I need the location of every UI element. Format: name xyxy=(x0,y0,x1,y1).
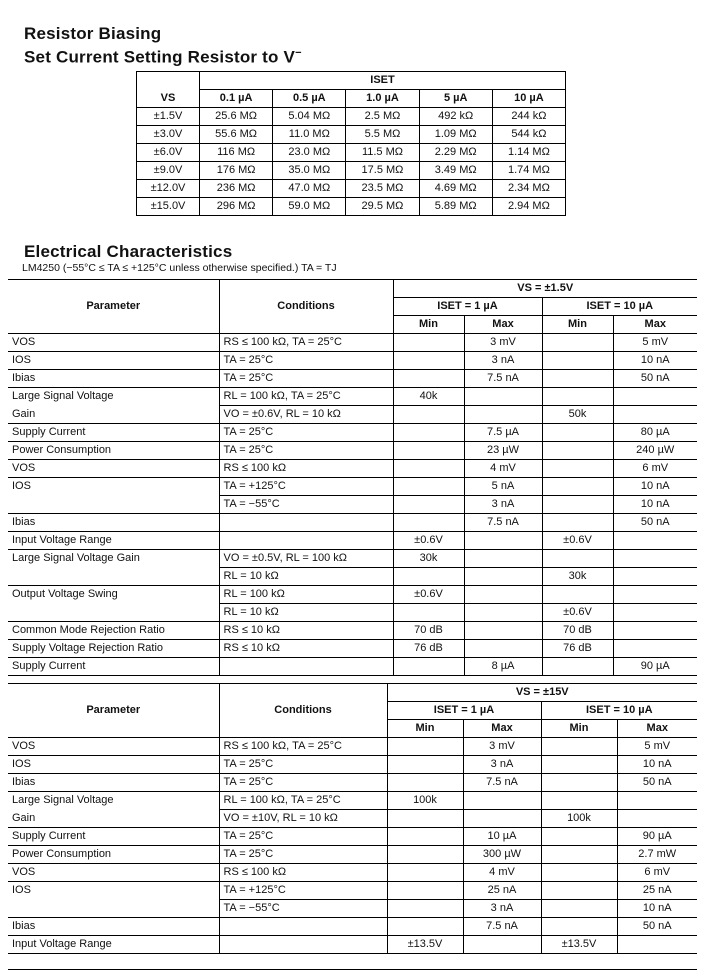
max-value: 240 µW xyxy=(613,442,697,460)
parameter-cell: Ibias xyxy=(8,774,219,792)
min-value: 70 dB xyxy=(542,622,613,640)
table-row xyxy=(8,568,697,586)
max-value: 300 µW xyxy=(463,846,541,864)
max-header: Max xyxy=(613,316,697,334)
min-value xyxy=(387,810,463,828)
parameter-cell: IOS xyxy=(8,882,219,900)
max-value xyxy=(613,604,697,622)
resistor-value: 25.6 MΩ xyxy=(200,108,273,126)
max-header: Max xyxy=(464,316,542,334)
conditions-header: Conditions xyxy=(219,684,387,738)
max-value: 80 µA xyxy=(613,424,697,442)
conditions-cell: TA = 25°C xyxy=(219,756,387,774)
max-value xyxy=(617,792,697,810)
table-row xyxy=(8,532,697,550)
conditions-cell: TA = 25°C xyxy=(219,370,393,388)
min-value: 30k xyxy=(393,550,464,568)
max-value: 4 mV xyxy=(464,460,542,478)
conditions-cell: TA = 25°C xyxy=(219,774,387,792)
min-value: ±13.5V xyxy=(387,936,463,954)
parameter-cell: Common Mode Rejection Ratio xyxy=(8,622,219,640)
parameter-cell xyxy=(8,496,219,514)
min-value: 100k xyxy=(541,810,617,828)
table-row xyxy=(8,424,697,442)
vs-header: VS = ±15V xyxy=(387,684,697,702)
table-row xyxy=(8,586,697,604)
conditions-header: Conditions xyxy=(219,280,393,334)
max-header: Max xyxy=(463,720,541,738)
resistor-value: 1.74 MΩ xyxy=(492,162,565,180)
max-value xyxy=(464,532,542,550)
parameter-cell: Power Consumption xyxy=(8,846,219,864)
vs-header: VS xyxy=(137,90,200,108)
parameter-cell: Output Voltage Swing xyxy=(8,586,219,604)
min-value xyxy=(542,442,613,460)
parameter-cell: Input Voltage Range xyxy=(8,936,219,954)
section-title-ec: Electrical Characteristics xyxy=(24,242,233,261)
resistor-value: 2.94 MΩ xyxy=(492,198,565,216)
table-row xyxy=(8,828,697,846)
min-value xyxy=(542,460,613,478)
parameter-cell: Gain xyxy=(8,810,219,828)
min-value xyxy=(542,424,613,442)
iset-10ua-header: ISET = 10 µA xyxy=(541,702,697,720)
max-value xyxy=(613,622,697,640)
conditions-cell xyxy=(219,532,393,550)
parameter-cell: Power Consumption xyxy=(8,442,219,460)
conditions-cell: RL = 100 kΩ, TA = 25°C xyxy=(219,792,387,810)
conditions-cell: TA = 25°C xyxy=(219,352,393,370)
conditions-cell: VO = ±0.5V, RL = 100 kΩ xyxy=(219,550,393,568)
resistor-value: 3.49 MΩ xyxy=(419,162,492,180)
table-row xyxy=(8,406,697,424)
max-value: 50 nA xyxy=(613,370,697,388)
max-value: 3 mV xyxy=(464,334,542,352)
vs-value: ±1.5V xyxy=(137,108,200,126)
resistor-value: 55.6 MΩ xyxy=(200,126,273,144)
parameter-cell: VOS xyxy=(8,738,219,756)
parameter-cell: VOS xyxy=(8,460,219,478)
max-value xyxy=(613,586,697,604)
vs-value: ±6.0V xyxy=(137,144,200,162)
max-value: 5 mV xyxy=(613,334,697,352)
resistor-bias-table xyxy=(136,71,566,216)
min-value: ±0.6V xyxy=(393,532,464,550)
min-value xyxy=(387,774,463,792)
max-value xyxy=(463,936,541,954)
min-header: Min xyxy=(387,720,463,738)
resistor-value: 23.5 MΩ xyxy=(346,180,419,198)
min-value: ±0.6V xyxy=(393,586,464,604)
max-value: 3 nA xyxy=(464,496,542,514)
conditions-cell: RS ≤ 100 kΩ xyxy=(219,460,393,478)
bias-row xyxy=(137,162,566,180)
resistor-value: 47.0 MΩ xyxy=(273,180,346,198)
max-value xyxy=(464,568,542,586)
parameter-cell: IOS xyxy=(8,478,219,496)
min-value xyxy=(387,846,463,864)
min-value xyxy=(541,882,617,900)
resistor-value: 5.04 MΩ xyxy=(273,108,346,126)
max-value: 10 µA xyxy=(463,828,541,846)
max-value: 7.5 nA xyxy=(463,774,541,792)
resistor-value: 2.5 MΩ xyxy=(346,108,419,126)
min-value xyxy=(542,658,613,676)
min-value xyxy=(387,882,463,900)
max-value: 6 mV xyxy=(617,864,697,882)
max-value xyxy=(464,388,542,406)
max-value: 3 nA xyxy=(463,756,541,774)
parameter-cell: IOS xyxy=(8,352,219,370)
parameter-cell: Input Voltage Range xyxy=(8,532,219,550)
conditions-cell: TA = +125°C xyxy=(219,882,387,900)
conditions-cell: VO = ±10V, RL = 10 kΩ xyxy=(219,810,387,828)
table-row xyxy=(8,864,697,882)
max-value: 7.5 nA xyxy=(464,514,542,532)
max-value xyxy=(464,406,542,424)
parameter-cell: Ibias xyxy=(8,918,219,936)
parameter-cell: Ibias xyxy=(8,370,219,388)
table-row xyxy=(8,846,697,864)
ec-table-1-5v xyxy=(8,279,697,676)
parameter-cell: IOS xyxy=(8,756,219,774)
resistor-value: 35.0 MΩ xyxy=(273,162,346,180)
max-value: 25 nA xyxy=(463,882,541,900)
resistor-value: 2.29 MΩ xyxy=(419,144,492,162)
min-header: Min xyxy=(393,316,464,334)
parameter-header: Parameter xyxy=(8,280,219,334)
min-value xyxy=(393,496,464,514)
parameter-cell xyxy=(8,568,219,586)
table-row xyxy=(8,388,697,406)
resistor-value: 176 MΩ xyxy=(200,162,273,180)
conditions-cell: RL = 100 kΩ, TA = 25°C xyxy=(219,388,393,406)
max-value: 3 nA xyxy=(463,900,541,918)
max-header: Max xyxy=(617,720,697,738)
min-value xyxy=(542,514,613,532)
table-row xyxy=(8,496,697,514)
max-value: 10 nA xyxy=(613,352,697,370)
bias-row xyxy=(137,126,566,144)
min-value xyxy=(393,568,464,586)
min-value xyxy=(541,738,617,756)
max-value: 10 nA xyxy=(613,496,697,514)
iset-column-header: 1.0 µA xyxy=(346,90,419,108)
max-value xyxy=(464,640,542,658)
table-row xyxy=(8,622,697,640)
conditions-cell: TA = −55°C xyxy=(219,900,387,918)
resistor-value: 492 kΩ xyxy=(419,108,492,126)
min-value xyxy=(542,496,613,514)
min-value xyxy=(542,388,613,406)
min-value xyxy=(541,846,617,864)
min-value: 30k xyxy=(542,568,613,586)
min-value xyxy=(393,604,464,622)
max-value: 6 mV xyxy=(613,460,697,478)
table-row xyxy=(8,370,697,388)
min-value xyxy=(393,478,464,496)
min-value: ±0.6V xyxy=(542,604,613,622)
max-value xyxy=(613,640,697,658)
parameter-cell: Large Signal Voltage xyxy=(8,792,219,810)
min-header: Min xyxy=(542,316,613,334)
max-value xyxy=(617,810,697,828)
min-value xyxy=(387,900,463,918)
min-value xyxy=(393,352,464,370)
conditions-cell: RS ≤ 100 kΩ, TA = 25°C xyxy=(219,738,387,756)
max-value xyxy=(613,568,697,586)
resistor-value: 1.09 MΩ xyxy=(419,126,492,144)
section-title-set-current: Set Current Setting Resistor to V− xyxy=(24,47,302,67)
min-value xyxy=(393,424,464,442)
resistor-value: 2.34 MΩ xyxy=(492,180,565,198)
max-value xyxy=(613,532,697,550)
table-row xyxy=(8,514,697,532)
ec-subtitle: LM4250 (−55°C ≤ TA ≤ +125°C unless otherwise specified.) TA = TJ xyxy=(22,262,337,274)
table-row xyxy=(8,936,697,954)
table-row xyxy=(8,604,697,622)
min-value: 70 dB xyxy=(393,622,464,640)
max-value: 7.5 µA xyxy=(464,424,542,442)
max-value: 5 nA xyxy=(464,478,542,496)
resistor-value: 29.5 MΩ xyxy=(346,198,419,216)
conditions-cell: TA = −55°C xyxy=(219,496,393,514)
max-value: 3 nA xyxy=(464,352,542,370)
table-row xyxy=(8,442,697,460)
table-row xyxy=(8,774,697,792)
parameter-header: Parameter xyxy=(8,684,219,738)
bias-row xyxy=(137,198,566,216)
max-value: 4 mV xyxy=(463,864,541,882)
parameter-cell: Supply Current xyxy=(8,828,219,846)
max-value: 50 nA xyxy=(613,514,697,532)
min-value xyxy=(541,756,617,774)
iset-column-header: 5 µA xyxy=(419,90,492,108)
min-value: 76 dB xyxy=(542,640,613,658)
conditions-cell: RL = 10 kΩ xyxy=(219,568,393,586)
parameter-cell xyxy=(8,604,219,622)
max-value: 90 µA xyxy=(617,828,697,846)
conditions-cell: RS ≤ 10 kΩ xyxy=(219,622,393,640)
min-value xyxy=(393,460,464,478)
conditions-cell: TA = +125°C xyxy=(219,478,393,496)
resistor-value: 11.0 MΩ xyxy=(273,126,346,144)
resistor-value: 23.0 MΩ xyxy=(273,144,346,162)
max-value xyxy=(463,810,541,828)
bias-row xyxy=(137,144,566,162)
conditions-cell: TA = 25°C xyxy=(219,424,393,442)
min-value xyxy=(542,334,613,352)
min-value xyxy=(542,370,613,388)
parameter-cell xyxy=(8,900,219,918)
min-value xyxy=(541,792,617,810)
table-row xyxy=(8,550,697,568)
parameter-cell: VOS xyxy=(8,334,219,352)
table-row xyxy=(8,756,697,774)
conditions-cell: RS ≤ 100 kΩ xyxy=(219,864,387,882)
conditions-cell xyxy=(219,936,387,954)
min-value xyxy=(542,550,613,568)
iset-1ua-header: ISET = 1 µA xyxy=(387,702,541,720)
max-value xyxy=(464,550,542,568)
max-value: 50 nA xyxy=(617,918,697,936)
parameter-cell: Ibias xyxy=(8,514,219,532)
max-value: 10 nA xyxy=(613,478,697,496)
iset-10ua-header: ISET = 10 µA xyxy=(542,298,697,316)
max-value: 2.7 mW xyxy=(617,846,697,864)
resistor-value: 17.5 MΩ xyxy=(346,162,419,180)
max-value: 10 nA xyxy=(617,900,697,918)
min-value xyxy=(387,756,463,774)
min-value: 50k xyxy=(542,406,613,424)
iset-header: ISET xyxy=(200,72,566,90)
max-value: 25 nA xyxy=(617,882,697,900)
resistor-value: 296 MΩ xyxy=(200,198,273,216)
parameter-cell: Gain xyxy=(8,406,219,424)
iset-column-header: 0.5 µA xyxy=(273,90,346,108)
min-value xyxy=(393,334,464,352)
min-value xyxy=(387,828,463,846)
min-value xyxy=(387,738,463,756)
max-value: 3 mV xyxy=(463,738,541,756)
min-value: ±13.5V xyxy=(541,936,617,954)
min-value xyxy=(393,658,464,676)
min-value xyxy=(393,514,464,532)
max-value xyxy=(613,388,697,406)
conditions-cell xyxy=(219,658,393,676)
bias-row xyxy=(137,108,566,126)
min-value xyxy=(541,774,617,792)
max-value xyxy=(613,406,697,424)
resistor-value: 5.89 MΩ xyxy=(419,198,492,216)
resistor-value: 544 kΩ xyxy=(492,126,565,144)
table-row xyxy=(8,460,697,478)
conditions-cell: TA = 25°C xyxy=(219,846,387,864)
max-value xyxy=(613,550,697,568)
conditions-cell: TA = 25°C xyxy=(219,828,387,846)
vs-value: ±3.0V xyxy=(137,126,200,144)
max-value: 23 µW xyxy=(464,442,542,460)
conditions-cell: RS ≤ 10 kΩ xyxy=(219,640,393,658)
resistor-value: 59.0 MΩ xyxy=(273,198,346,216)
min-value xyxy=(541,900,617,918)
max-value xyxy=(617,936,697,954)
max-value: 50 nA xyxy=(617,774,697,792)
min-value xyxy=(541,828,617,846)
vs-value: ±9.0V xyxy=(137,162,200,180)
iset-1ua-header: ISET = 1 µA xyxy=(393,298,542,316)
min-value xyxy=(542,478,613,496)
bias-row xyxy=(137,180,566,198)
table-row xyxy=(8,352,697,370)
max-value: 10 nA xyxy=(617,756,697,774)
table-row xyxy=(8,900,697,918)
bottom-divider xyxy=(8,969,697,970)
max-value: 90 µA xyxy=(613,658,697,676)
resistor-value: 244 kΩ xyxy=(492,108,565,126)
vs-value: ±12.0V xyxy=(137,180,200,198)
table-row xyxy=(8,640,697,658)
parameter-cell: Supply Voltage Rejection Ratio xyxy=(8,640,219,658)
max-value xyxy=(464,622,542,640)
min-value: 40k xyxy=(393,388,464,406)
max-value: 5 mV xyxy=(617,738,697,756)
resistor-value: 5.5 MΩ xyxy=(346,126,419,144)
resistor-value: 116 MΩ xyxy=(200,144,273,162)
conditions-cell: RL = 100 kΩ xyxy=(219,586,393,604)
max-value xyxy=(464,586,542,604)
table-row xyxy=(8,792,697,810)
resistor-value: 1.14 MΩ xyxy=(492,144,565,162)
table-row xyxy=(8,810,697,828)
conditions-cell: VO = ±0.6V, RL = 10 kΩ xyxy=(219,406,393,424)
conditions-cell: TA = 25°C xyxy=(219,442,393,460)
min-value: 100k xyxy=(387,792,463,810)
min-value: ±0.6V xyxy=(542,532,613,550)
table-row xyxy=(8,918,697,936)
max-value xyxy=(463,792,541,810)
max-value: 7.5 nA xyxy=(463,918,541,936)
conditions-cell xyxy=(219,918,387,936)
parameter-cell: Large Signal Voltage xyxy=(8,388,219,406)
resistor-value: 236 MΩ xyxy=(200,180,273,198)
iset-column-header: 10 µA xyxy=(492,90,565,108)
table-row xyxy=(8,658,697,676)
table-row xyxy=(8,334,697,352)
section-title-biasing: Resistor Biasing xyxy=(24,24,162,43)
vs-header: VS = ±1.5V xyxy=(393,280,697,298)
table-row xyxy=(8,882,697,900)
table-row xyxy=(8,738,697,756)
min-value xyxy=(387,918,463,936)
min-value: 76 dB xyxy=(393,640,464,658)
min-value xyxy=(393,442,464,460)
parameter-cell: Supply Current xyxy=(8,424,219,442)
min-value xyxy=(387,864,463,882)
min-value xyxy=(393,406,464,424)
min-value xyxy=(541,918,617,936)
resistor-value: 11.5 MΩ xyxy=(346,144,419,162)
min-value xyxy=(393,370,464,388)
iset-column-header: 0.1 µA xyxy=(200,90,273,108)
parameter-cell: VOS xyxy=(8,864,219,882)
parameter-cell: Large Signal Voltage Gain xyxy=(8,550,219,568)
max-value: 7.5 nA xyxy=(464,370,542,388)
min-value xyxy=(542,352,613,370)
parameter-cell: Supply Current xyxy=(8,658,219,676)
table-row xyxy=(8,478,697,496)
bias-corner xyxy=(137,72,200,90)
max-value: 8 µA xyxy=(464,658,542,676)
ec-table-15v xyxy=(8,683,697,954)
vs-value: ±15.0V xyxy=(137,198,200,216)
max-value xyxy=(464,604,542,622)
min-value xyxy=(542,586,613,604)
resistor-value: 4.69 MΩ xyxy=(419,180,492,198)
conditions-cell: RS ≤ 100 kΩ, TA = 25°C xyxy=(219,334,393,352)
conditions-cell: RL = 10 kΩ xyxy=(219,604,393,622)
min-header: Min xyxy=(541,720,617,738)
min-value xyxy=(541,864,617,882)
conditions-cell xyxy=(219,514,393,532)
